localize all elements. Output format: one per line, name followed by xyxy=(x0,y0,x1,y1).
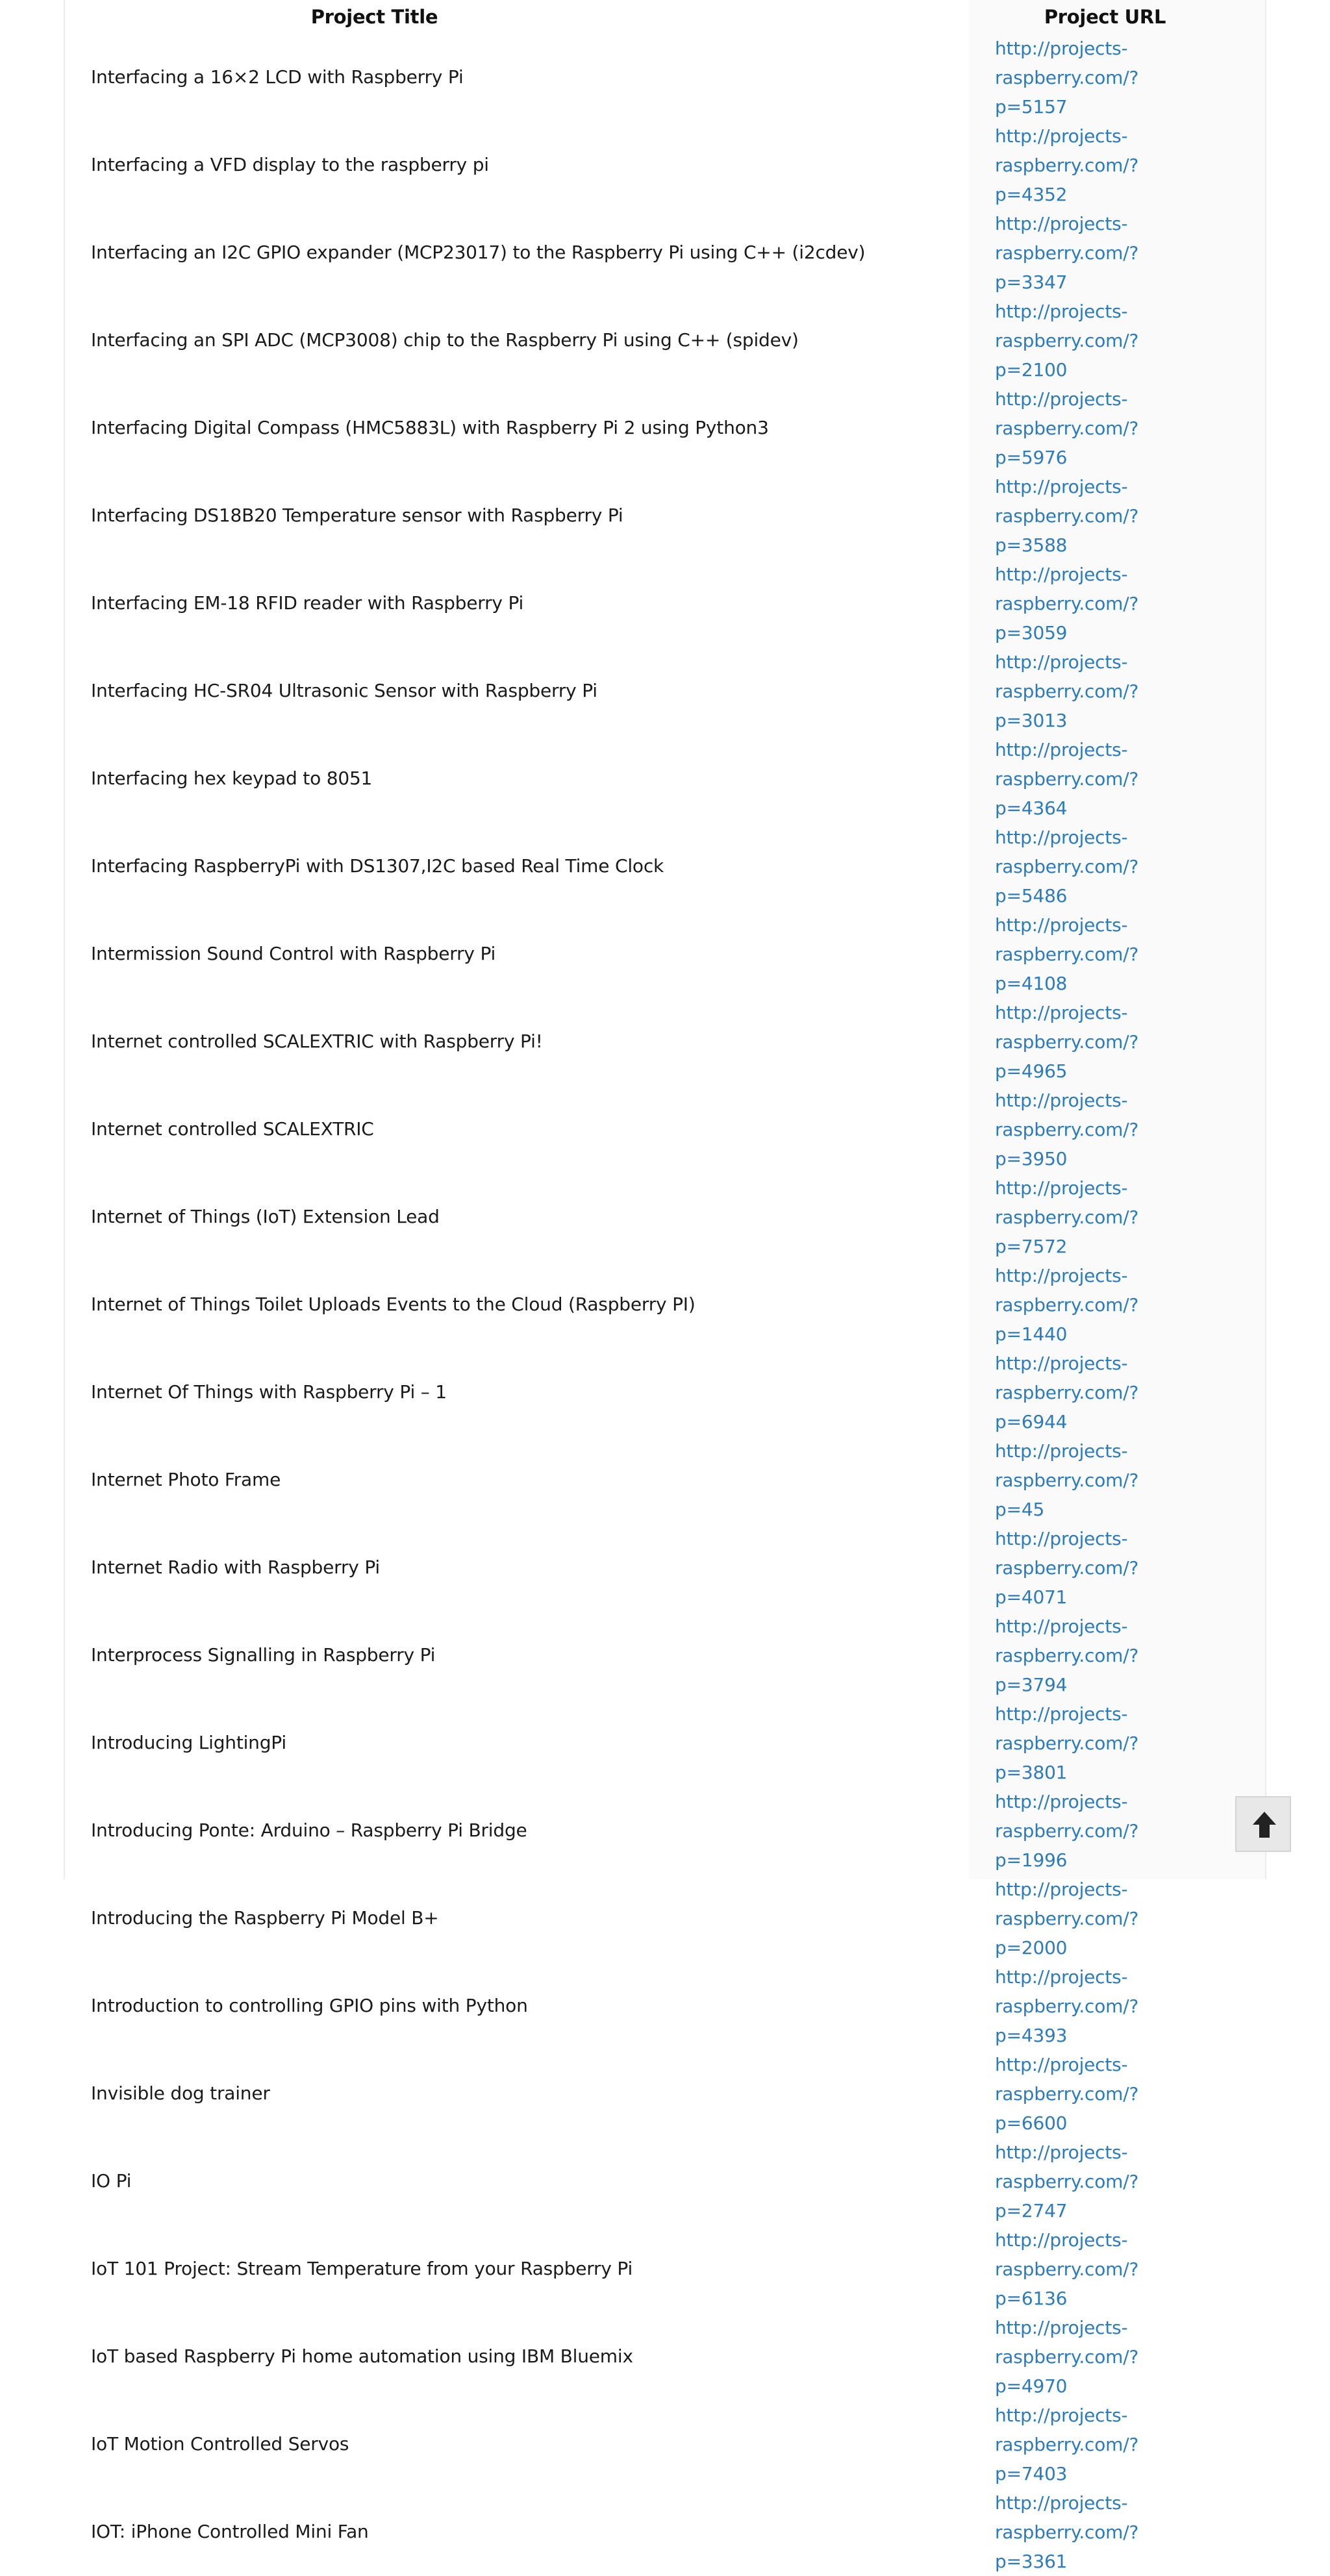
project-url-link[interactable] xyxy=(995,2050,1240,2138)
table-row xyxy=(91,2225,1240,2313)
table-row xyxy=(91,34,1240,121)
arrow-up-icon xyxy=(1251,1810,1277,1839)
project-title: Internet of Things Toilet Uploads Events to the Cloud (Raspberry PI) xyxy=(91,1294,696,1315)
project-url-line2: p=2100 xyxy=(995,359,1068,381)
project-url-line2: p=5157 xyxy=(995,96,1068,118)
project-url-cell xyxy=(970,560,1240,647)
table-row xyxy=(91,1699,1240,1787)
project-title: Internet controlled SCALEXTRIC with Raspberry Pi! xyxy=(91,1031,543,1052)
project-url-cell xyxy=(970,2225,1240,2313)
project-url-link[interactable] xyxy=(995,1349,1240,1436)
table-row xyxy=(91,2401,1240,2488)
project-url-line1: http://projects-raspberry.com/? xyxy=(995,1703,1139,1754)
project-title: IOT: iPhone Controlled Mini Fan xyxy=(91,2521,369,2542)
project-title: Internet Of Things with Raspberry Pi – 1 xyxy=(91,1381,447,1403)
project-url-cell xyxy=(970,1962,1240,2050)
table-row xyxy=(91,1524,1240,1612)
project-url-cell xyxy=(970,910,1240,998)
project-url-link[interactable] xyxy=(995,735,1240,823)
project-url-line1: http://projects-raspberry.com/? xyxy=(995,739,1139,790)
project-url-link[interactable] xyxy=(995,1962,1240,2050)
project-url-line2: p=6136 xyxy=(995,2288,1068,2309)
project-title: Interfacing hex keypad to 8051 xyxy=(91,768,373,789)
table-row xyxy=(91,297,1240,384)
project-url-cell xyxy=(970,472,1240,560)
project-url-cell xyxy=(970,1436,1240,1524)
project-url-line2: p=6944 xyxy=(995,1411,1068,1432)
project-url-link[interactable] xyxy=(995,297,1240,384)
project-url-cell xyxy=(970,1612,1240,1699)
project-title: Interfacing an I2C GPIO expander (MCP23017) to the Raspberry Pi using C++ (i2cdev) xyxy=(91,242,866,263)
project-url-link[interactable] xyxy=(995,560,1240,647)
project-url-link[interactable] xyxy=(995,1086,1240,1173)
project-title: IoT Motion Controlled Servos xyxy=(91,2433,349,2455)
project-url-line1: http://projects-raspberry.com/? xyxy=(995,476,1139,527)
project-url-line2: p=1996 xyxy=(995,1849,1068,1871)
project-url-link[interactable] xyxy=(995,34,1240,121)
project-url-line1: http://projects-raspberry.com/? xyxy=(995,1090,1139,1140)
column-header-title: Project Title xyxy=(310,6,438,28)
project-url-cell xyxy=(970,121,1240,209)
project-url-cell xyxy=(970,297,1240,384)
project-title: Interfacing HC-SR04 Ultrasonic Sensor with Raspberry Pi xyxy=(91,680,597,701)
project-url-line1: http://projects-raspberry.com/? xyxy=(995,1791,1139,1842)
project-url-cell xyxy=(970,2488,1240,2576)
project-url-line1: http://projects-raspberry.com/? xyxy=(995,1440,1139,1491)
project-url-line1: http://projects-raspberry.com/? xyxy=(995,1177,1139,1228)
project-url-cell xyxy=(970,384,1240,472)
project-url-line1: http://projects-raspberry.com/? xyxy=(995,1616,1139,1666)
project-url-cell xyxy=(970,1173,1240,1261)
project-url-line2: p=5486 xyxy=(995,885,1068,907)
project-title: IoT based Raspberry Pi home automation using IBM Bluemix xyxy=(91,2345,633,2367)
project-url-line1: http://projects-raspberry.com/? xyxy=(995,1353,1139,1403)
table-row xyxy=(91,2138,1240,2225)
table-row xyxy=(91,1261,1240,1349)
project-url-line2: p=4364 xyxy=(995,797,1068,819)
table-row xyxy=(91,2313,1240,2401)
project-title: Introducing the Raspberry Pi Model B+ xyxy=(91,1907,439,1929)
scroll-to-top-button[interactable] xyxy=(1235,1796,1291,1852)
project-url-cell xyxy=(970,823,1240,910)
project-url-line1: http://projects-raspberry.com/? xyxy=(995,2405,1139,2455)
project-title: Interprocess Signalling in Raspberry Pi xyxy=(91,1644,436,1666)
table-row xyxy=(91,823,1240,910)
project-url-cell xyxy=(970,34,1240,121)
project-url-line2: p=3013 xyxy=(995,710,1068,731)
table-body xyxy=(91,34,1240,2576)
project-url-link[interactable] xyxy=(995,647,1240,735)
project-title: Interfacing a 16×2 LCD with Raspberry Pi xyxy=(91,66,464,88)
project-url-link[interactable] xyxy=(995,1699,1240,1787)
project-url-link[interactable] xyxy=(995,1261,1240,1349)
project-url-line1: http://projects-raspberry.com/? xyxy=(995,2229,1139,2280)
project-url-line1: http://projects-raspberry.com/? xyxy=(995,1966,1139,2017)
table-row xyxy=(91,735,1240,823)
project-title: Interfacing RaspberryPi with DS1307,I2C based Real Time Clock xyxy=(91,855,664,877)
project-url-link[interactable] xyxy=(995,1612,1240,1699)
project-url-line1: http://projects-raspberry.com/? xyxy=(995,38,1139,88)
project-url-line1: http://projects-raspberry.com/? xyxy=(995,1265,1139,1316)
project-url-line1: http://projects-raspberry.com/? xyxy=(995,213,1139,264)
project-url-line2: p=4965 xyxy=(995,1060,1068,1082)
project-url-link[interactable] xyxy=(995,1173,1240,1261)
project-url-line1: http://projects-raspberry.com/? xyxy=(995,301,1139,351)
project-url-line2: p=7403 xyxy=(995,2463,1068,2484)
table-row xyxy=(91,1962,1240,2050)
project-url-line1: http://projects-raspberry.com/? xyxy=(995,1002,1139,1053)
project-url-line2: p=4393 xyxy=(995,2025,1068,2046)
project-url-link[interactable] xyxy=(995,998,1240,1086)
project-title: Interfacing a VFD display to the raspberry pi xyxy=(91,154,489,175)
project-url-cell xyxy=(970,1875,1240,1962)
project-url-line2: p=5976 xyxy=(995,447,1068,468)
project-title: Interfacing DS18B20 Temperature sensor with Raspberry Pi xyxy=(91,505,623,526)
project-url-link[interactable] xyxy=(995,1875,1240,1962)
project-url-cell xyxy=(970,1349,1240,1436)
table-row xyxy=(91,1173,1240,1261)
project-title: Internet Photo Frame xyxy=(91,1469,281,1490)
project-url-line1: http://projects-raspberry.com/? xyxy=(995,388,1139,439)
table-row xyxy=(91,1787,1240,1875)
project-url-line2: p=45 xyxy=(995,1499,1045,1520)
project-url-line1: http://projects-raspberry.com/? xyxy=(995,2142,1139,2192)
project-url-link[interactable] xyxy=(995,1524,1240,1612)
column-header-url: Project URL xyxy=(1044,6,1166,28)
table-row xyxy=(91,910,1240,998)
project-url-cell xyxy=(970,209,1240,297)
project-url-line1: http://projects-raspberry.com/? xyxy=(995,2317,1139,2368)
project-title: Interfacing Digital Compass (HMC5883L) with Raspberry Pi 2 using Python3 xyxy=(91,417,769,438)
table-row xyxy=(91,1875,1240,1962)
project-title: IO Pi xyxy=(91,2170,132,2192)
project-url-line2: p=3361 xyxy=(995,2551,1068,2572)
table-row xyxy=(91,998,1240,1086)
project-url-cell xyxy=(970,1699,1240,1787)
project-url-cell xyxy=(970,1261,1240,1349)
project-url-cell xyxy=(970,2050,1240,2138)
project-url-cell xyxy=(970,1787,1240,1875)
project-url-link[interactable] xyxy=(995,823,1240,910)
project-url-link[interactable] xyxy=(995,910,1240,998)
table-row xyxy=(91,1612,1240,1699)
project-url-line2: p=2000 xyxy=(995,1937,1068,1958)
project-url-line1: http://projects-raspberry.com/? xyxy=(995,1528,1139,1579)
table-row xyxy=(91,2050,1240,2138)
project-url-cell xyxy=(970,2138,1240,2225)
project-url-cell xyxy=(970,647,1240,735)
project-url-line1: http://projects-raspberry.com/? xyxy=(995,2054,1139,2105)
project-url-link[interactable] xyxy=(995,2138,1240,2225)
table-row xyxy=(91,560,1240,647)
table-header-row xyxy=(91,0,1240,34)
project-url-cell xyxy=(970,998,1240,1086)
project-url-line1: http://projects-raspberry.com/? xyxy=(995,125,1139,176)
project-url-line2: p=1440 xyxy=(995,1323,1068,1345)
project-url-line1: http://projects-raspberry.com/? xyxy=(995,651,1139,702)
table-row xyxy=(91,209,1240,297)
table-row xyxy=(91,1349,1240,1436)
project-url-cell xyxy=(970,2401,1240,2488)
project-title: Introduction to controlling GPIO pins with Python xyxy=(91,1995,528,2016)
project-url-line2: p=3801 xyxy=(995,1762,1068,1783)
project-url-line2: p=3347 xyxy=(995,271,1068,293)
table-row xyxy=(91,1086,1240,1173)
table-row xyxy=(91,121,1240,209)
project-url-link[interactable] xyxy=(995,2225,1240,2313)
project-url-link[interactable] xyxy=(995,2313,1240,2401)
project-url-line2: p=3950 xyxy=(995,1148,1068,1169)
project-url-link[interactable] xyxy=(995,2401,1240,2488)
project-title: Internet of Things (IoT) Extension Lead xyxy=(91,1206,440,1227)
project-url-link[interactable] xyxy=(995,384,1240,472)
project-url-line2: p=3794 xyxy=(995,1674,1068,1695)
table-row xyxy=(91,384,1240,472)
project-url-link[interactable] xyxy=(995,121,1240,209)
project-url-line2: p=3588 xyxy=(995,534,1068,556)
content-area xyxy=(64,0,1266,2572)
project-url-cell xyxy=(970,2313,1240,2401)
table-row xyxy=(91,647,1240,735)
project-url-link[interactable] xyxy=(995,472,1240,560)
project-url-line1: http://projects-raspberry.com/? xyxy=(995,914,1139,965)
project-title: Interfacing EM-18 RFID reader with Raspberry Pi xyxy=(91,592,524,614)
project-url-line1: http://projects-raspberry.com/? xyxy=(995,2492,1139,2543)
project-title: Introducing LightingPi xyxy=(91,1732,286,1753)
project-title: IoT 101 Project: Stream Temperature from your Raspberry Pi xyxy=(91,2258,633,2279)
project-url-line2: p=4352 xyxy=(995,184,1068,205)
project-url-link[interactable] xyxy=(995,2488,1240,2576)
project-title: Invisible dog trainer xyxy=(91,2082,270,2104)
project-url-line2: p=6600 xyxy=(995,2112,1068,2134)
project-url-line2: p=4108 xyxy=(995,973,1068,994)
project-title: Interfacing an SPI ADC (MCP3008) chip to the Raspberry Pi using C++ (spidev) xyxy=(91,329,799,351)
project-url-link[interactable] xyxy=(995,1787,1240,1875)
table-row xyxy=(91,1436,1240,1524)
project-title: Intermission Sound Control with Raspberry Pi xyxy=(91,943,496,964)
project-url-line1: http://projects-raspberry.com/? xyxy=(995,564,1139,614)
table-row xyxy=(91,2488,1240,2576)
project-title: Introducing Ponte: Arduino – Raspberry Pi Bridge xyxy=(91,1819,527,1841)
project-url-cell xyxy=(970,735,1240,823)
project-title: Internet Radio with Raspberry Pi xyxy=(91,1557,380,1578)
project-url-cell xyxy=(970,1524,1240,1612)
project-url-line1: http://projects-raspberry.com/? xyxy=(995,827,1139,877)
project-url-link[interactable] xyxy=(995,209,1240,297)
project-url-line2: p=2747 xyxy=(995,2200,1068,2221)
table-row xyxy=(91,472,1240,560)
projects-table xyxy=(91,0,1240,2576)
project-url-line2: p=4970 xyxy=(995,2375,1068,2397)
project-url-line2: p=7572 xyxy=(995,1236,1068,1257)
project-url-line2: p=4071 xyxy=(995,1586,1068,1608)
project-url-link[interactable] xyxy=(995,1436,1240,1524)
project-url-line1: http://projects-raspberry.com/? xyxy=(995,1879,1139,1929)
project-title: Internet controlled SCALEXTRIC xyxy=(91,1118,374,1140)
project-url-line2: p=3059 xyxy=(995,622,1068,644)
project-url-cell xyxy=(970,1086,1240,1173)
